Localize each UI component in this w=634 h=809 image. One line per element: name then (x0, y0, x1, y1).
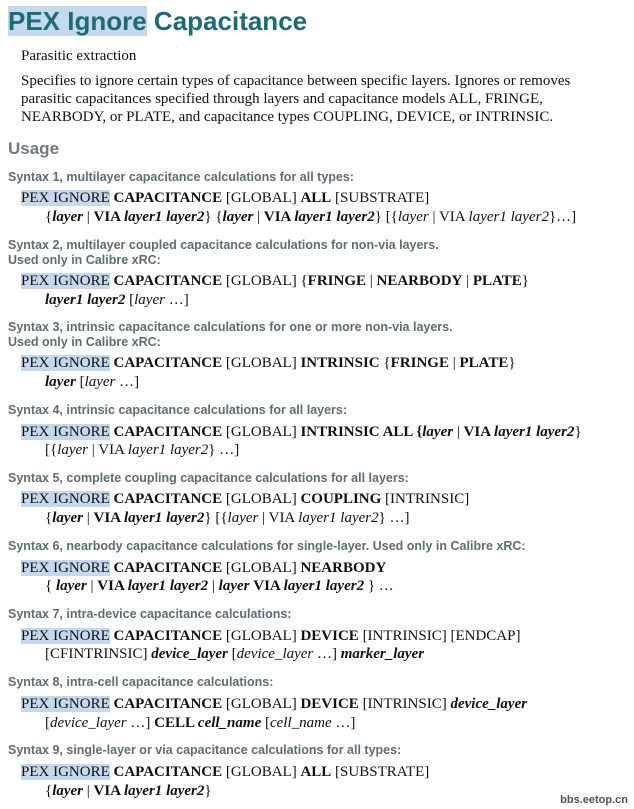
subtitle: Parasitic extraction (21, 48, 137, 64)
syntax-4-command: PEX IGNORE CAPACITANCE [GLOBAL] INTRINSIC ALL {layer | VIA layer1 layer2} (21, 424, 582, 440)
syntax-2-command: PEX IGNORE CAPACITANCE [GLOBAL] {FRINGE | NEARBODY | PLATE} (21, 273, 529, 289)
syntax-4-heading: Syntax 4, intrinsic capacitance calculations for all layers: (8, 403, 348, 417)
syntax-3-args: layer [layer …] (45, 374, 140, 390)
syntax-1-args: {layer | VIA layer1 layer2} {layer | VIA layer1 layer2} [{layer | VIA layer1 layer2}…] (45, 209, 577, 225)
syntax-2-args: layer1 layer2 [layer …] (45, 292, 189, 308)
syntax-3-command: PEX IGNORE CAPACITANCE [GLOBAL] INTRINSIC {FRINGE | PLATE} (21, 355, 516, 371)
syntax-6-args: { layer | VIA layer1 layer2 | layer VIA layer1 layer2 } … (45, 578, 394, 594)
syntax-9-heading: Syntax 9, single-layer or via capacitance calculations for all types: (8, 743, 402, 757)
syntax-5-args: {layer | VIA layer1 layer2} [{layer | VIA layer1 layer2} …] (45, 510, 410, 526)
syntax-8-heading: Syntax 8, intra-cell capacitance calculations: (8, 675, 274, 689)
syntax-9-command: PEX IGNORE CAPACITANCE [GLOBAL] ALL [SUBSTRATE] (21, 764, 430, 780)
syntax-3-heading: Syntax 3, intrinsic capacitance calculations for one or more non-via layers. Used only in Calibre xRC: (8, 320, 453, 349)
syntax-2-heading: Syntax 2, multilayer coupled capacitance calculations for non-via layers. Used only in Calibre xRC: (8, 238, 439, 267)
syntax-4-args: [{layer | VIA layer1 layer2} …] (45, 442, 240, 458)
syntax-8-command: PEX IGNORE CAPACITANCE [GLOBAL] DEVICE [INTRINSIC] device_layer (21, 696, 528, 712)
syntax-6-heading: Syntax 6, nearbody capacitance calculations for single-layer. Used only in Calibre xRC: (8, 539, 526, 553)
syntax-8-args: [device_layer …] CELL cell_name [cell_name …] (45, 715, 356, 731)
title-highlight: PEX Ignore (8, 6, 147, 36)
syntax-5-command: PEX IGNORE CAPACITANCE [GLOBAL] COUPLING [INTRINSIC] (21, 491, 470, 507)
syntax-1-command: PEX IGNORE CAPACITANCE [GLOBAL] ALL [SUBSTRATE] (21, 190, 430, 206)
syntax-7-heading: Syntax 7, intra-device capacitance calculations: (8, 607, 292, 621)
watermark: bbs.eetop.cn (560, 794, 628, 806)
syntax-7-args: [CFINTRINSIC] device_layer [device_layer …] marker_layer (45, 646, 425, 662)
syntax-1-heading: Syntax 1, multilayer capacitance calculations for all types: (8, 170, 354, 184)
syntax-9-args: {layer | VIA layer1 layer2} (45, 783, 212, 799)
usage-heading: Usage (8, 139, 60, 158)
syntax-7-command: PEX IGNORE CAPACITANCE [GLOBAL] DEVICE [INTRINSIC] [ENDCAP] (21, 628, 521, 644)
syntax-6-command: PEX IGNORE CAPACITANCE [GLOBAL] NEARBODY (21, 560, 387, 576)
syntax-5-heading: Syntax 5, complete coupling capacitance calculations for all layers: (8, 471, 409, 485)
page-title (8, 6, 307, 37)
description: Specifies to ignore certain types of capacitance between specific layers. Ignores or removes parasitic capacitances specified through layers and capacitance models ALL, FRINGE, NEARBODY, or PLATE, and capacitance types COUPLING, DEVICE, or INTRINSIC. (21, 73, 571, 125)
title-rest: Capacitance (146, 6, 308, 36)
